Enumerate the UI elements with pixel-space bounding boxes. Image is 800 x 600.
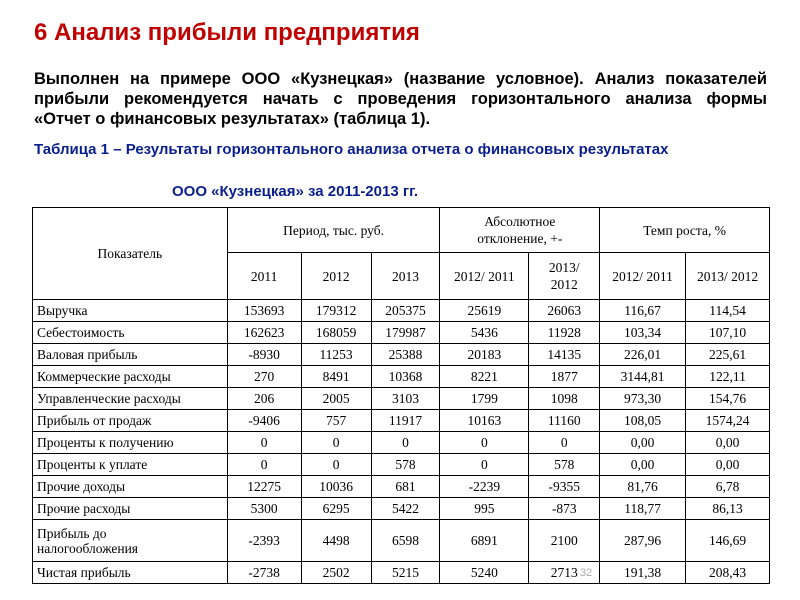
header-abs-line: 2012: [550, 277, 578, 292]
intro-line: Выполнен на примере ООО «Кузнецкая» (название условное). Анализ показателей: [34, 70, 767, 88]
table-cell: 8221: [440, 366, 529, 388]
table-cell: 5215: [371, 562, 440, 584]
table-row: [33, 388, 770, 410]
header-indicator: Показатель: [33, 208, 228, 300]
table-cell: 114,54: [686, 300, 770, 322]
table-cell: 0: [371, 432, 440, 454]
table-cell: 5436: [440, 322, 529, 344]
row-label: Себестоимость: [33, 322, 228, 344]
table-cell: 25619: [440, 300, 529, 322]
table-cell: 3103: [371, 388, 440, 410]
table-cell: 995: [440, 498, 529, 520]
table-cell: 153693: [227, 300, 301, 322]
table-cell: 11928: [529, 322, 600, 344]
table-cell: 6,78: [686, 476, 770, 498]
table-row: [33, 562, 770, 584]
table-cell: 25388: [371, 344, 440, 366]
row-label: Проценты к получению: [33, 432, 228, 454]
table-cell: 1799: [440, 388, 529, 410]
table-cell: 11917: [371, 410, 440, 432]
table-cell: 14135: [529, 344, 600, 366]
table-cell: 6598: [371, 520, 440, 562]
table-cell: 20183: [440, 344, 529, 366]
header-year-2012: 2012: [301, 253, 371, 300]
header-rate-2013-2012: 2013/ 2012: [686, 253, 770, 300]
table-cell: -2738: [227, 562, 301, 584]
header-absolute-line: Абсолютное: [484, 214, 556, 229]
table-cell: 103,34: [600, 322, 686, 344]
table-cell: -2239: [440, 476, 529, 498]
table-cell: -873: [529, 498, 600, 520]
table-cell: -9355: [529, 476, 600, 498]
table-cell: 122,11: [686, 366, 770, 388]
table-cell: 179312: [301, 300, 371, 322]
table-row: [33, 322, 770, 344]
table-cell: 226,01: [600, 344, 686, 366]
table-row: [33, 344, 770, 366]
table-caption: Таблица 1 – Результаты горизонтального анализа отчета о финансовых результатах: [34, 141, 669, 158]
table-cell: 0,00: [600, 454, 686, 476]
row-label: Прочие доходы: [33, 476, 228, 498]
table-cell: 168059: [301, 322, 371, 344]
row-label: Прочие расходы: [33, 498, 228, 520]
row-label: Управленческие расходы: [33, 388, 228, 410]
table-cell: 2005: [301, 388, 371, 410]
table-cell: 0: [440, 432, 529, 454]
header-year-2013: 2013: [371, 253, 440, 300]
table-cell: 10368: [371, 366, 440, 388]
table-cell: 5300: [227, 498, 301, 520]
table-cell: 108,05: [600, 410, 686, 432]
table-row: [33, 454, 770, 476]
table-cell: 0: [301, 454, 371, 476]
row-label: Коммерческие расходы: [33, 366, 228, 388]
header-abs-line: 2013/: [548, 260, 580, 275]
table-cell: -8930: [227, 344, 301, 366]
table-cell: 191,38: [600, 562, 686, 584]
table-row: [33, 498, 770, 520]
table-cell: 3144,81: [600, 366, 686, 388]
table-subcaption: ООО «Кузнецкая» за 2011-2013 гг.: [172, 183, 419, 200]
table-cell: 179987: [371, 322, 440, 344]
table-row: [33, 300, 770, 322]
table-cell: 118,77: [600, 498, 686, 520]
row-label: Чистая прибыль: [33, 562, 228, 584]
row-label: Валовая прибыль: [33, 344, 228, 366]
table-cell: 86,13: [686, 498, 770, 520]
table-cell: -9406: [227, 410, 301, 432]
table-cell: 1574,24: [686, 410, 770, 432]
header-period: Период, тыс. руб.: [227, 208, 440, 253]
table-cell: 11160: [529, 410, 600, 432]
header-abs-2012-2011: 2012/ 2011: [440, 253, 529, 300]
table-row: [33, 476, 770, 498]
row-label-line: налогообложения: [37, 540, 139, 556]
table-cell: 1877: [529, 366, 600, 388]
table-cell: 81,76: [600, 476, 686, 498]
intro-paragraph: [34, 69, 767, 129]
table-cell: 5422: [371, 498, 440, 520]
table-cell: 26063: [529, 300, 600, 322]
table-cell: 578: [371, 454, 440, 476]
table-cell: 2100: [529, 520, 600, 562]
header-absolute-deviation: [440, 208, 600, 253]
table-cell: 1098: [529, 388, 600, 410]
row-label: Выручка: [33, 300, 228, 322]
table-cell: 0: [227, 454, 301, 476]
intro-line: «Отчет о финансовых результатах» (таблица 1).: [34, 110, 431, 128]
table-cell: -2393: [227, 520, 301, 562]
table-cell: 10163: [440, 410, 529, 432]
table-cell: 11253: [301, 344, 371, 366]
table-cell: 6295: [301, 498, 371, 520]
table-cell: 681: [371, 476, 440, 498]
table-cell: 757: [301, 410, 371, 432]
header-absolute-line: отклонение, +-: [477, 231, 563, 246]
table-row: [33, 366, 770, 388]
table-cell: 8491: [301, 366, 371, 388]
row-label: Проценты к уплате: [33, 454, 228, 476]
table-cell: 154,76: [686, 388, 770, 410]
financial-results-table: [32, 207, 770, 584]
table-cell: 2502: [301, 562, 371, 584]
table-cell: 116,67: [600, 300, 686, 322]
table-cell: 6891: [440, 520, 529, 562]
table-cell: 0: [301, 432, 371, 454]
table-cell: 162623: [227, 322, 301, 344]
table-cell: 0: [227, 432, 301, 454]
table-cell: 12275: [227, 476, 301, 498]
table-cell: 107,10: [686, 322, 770, 344]
table-cell: 270: [227, 366, 301, 388]
table-cell: 287,96: [600, 520, 686, 562]
table-cell: 205375: [371, 300, 440, 322]
table-cell: 973,30: [600, 388, 686, 410]
table-row: [33, 432, 770, 454]
table-cell: 0,00: [686, 454, 770, 476]
table-cell: 0,00: [600, 432, 686, 454]
table-row: [33, 410, 770, 432]
row-label: Прибыль от продаж: [33, 410, 228, 432]
header-rate-2012-2011: 2012/ 2011: [600, 253, 686, 300]
header-year-2011: 2011: [227, 253, 301, 300]
page-title: 6 Анализ прибыли предприятия: [34, 19, 420, 46]
table-cell: 10036: [301, 476, 371, 498]
table-cell: 0: [529, 432, 600, 454]
header-growth-rate: Темп роста, %: [600, 208, 770, 253]
table-cell: 208,43: [686, 562, 770, 584]
table-cell: 0,00: [686, 432, 770, 454]
header-abs-2013-2012: [529, 253, 600, 300]
table-cell: 146,69: [686, 520, 770, 562]
page-number: 32: [580, 567, 593, 579]
table-cell: 225,61: [686, 344, 770, 366]
table-cell: 0: [440, 454, 529, 476]
table-cell: 5240: [440, 562, 529, 584]
table-cell: 578: [529, 454, 600, 476]
table-row: [33, 520, 770, 562]
row-label: [33, 520, 228, 562]
table-cell: 206: [227, 388, 301, 410]
table-cell: 4498: [301, 520, 371, 562]
table-cell: 2713: [529, 562, 600, 584]
intro-line: прибыли рекомендуется начать с проведения горизонтального анализа формы: [34, 90, 767, 108]
row-label-line: Прибыль до: [37, 525, 107, 541]
